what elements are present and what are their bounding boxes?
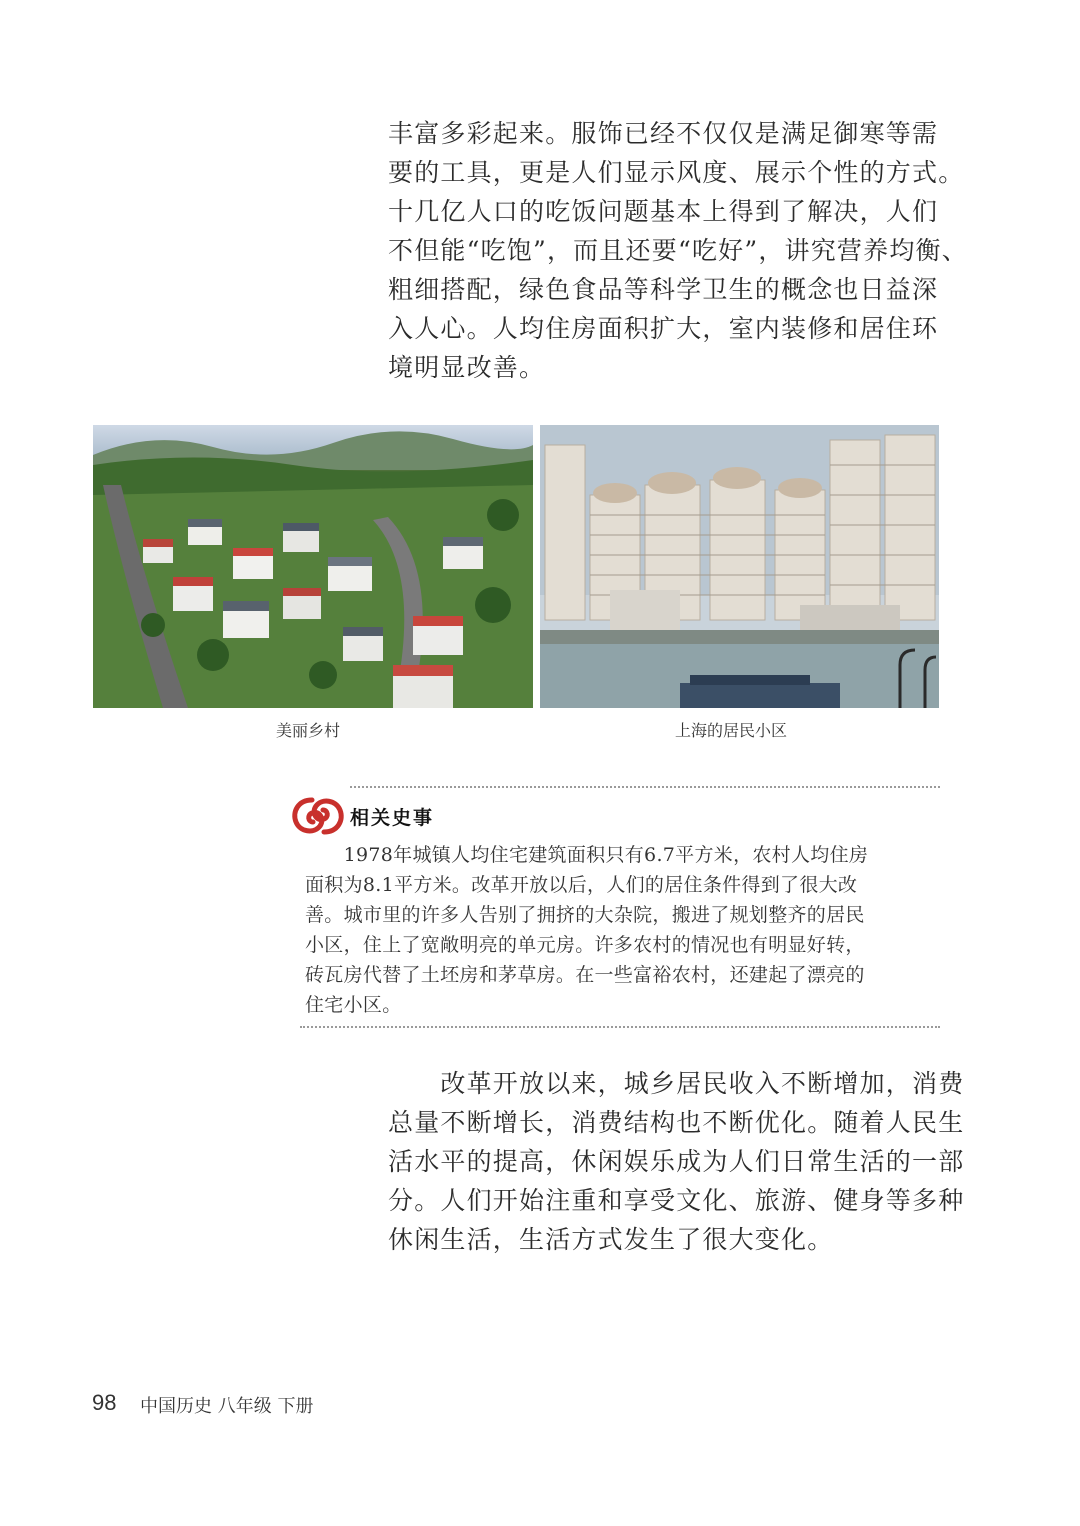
text-line: 住宅小区。 <box>305 994 402 1016</box>
village-photo <box>93 425 533 708</box>
divider-top <box>350 786 940 788</box>
text-line: 活水平的提高，休闲娱乐成为人们日常生活的一部 <box>388 1147 965 1176</box>
page-number: 98 <box>92 1390 117 1415</box>
body-paragraph-bottom <box>388 1064 964 1259</box>
text-line: 境明显改善。 <box>388 353 546 382</box>
text-line: 十几亿人口的吃饭问题基本上得到了解决，人们 <box>388 197 939 226</box>
text-line: 善。城市里的许多人告别了拥挤的大杂院，搬进了规划整齐的居民 <box>305 904 865 926</box>
text-line: 小区，住上了宽敞明亮的单元房。许多农村的情况也有明显好转， <box>305 934 865 956</box>
text-line: 休闲生活，生活方式发生了很大变化。 <box>388 1225 834 1254</box>
text-line: 丰富多彩起来。服饰已经不仅仅是满足御寒等需 <box>388 119 939 148</box>
text-line: 要的工具，更是人们显示风度、展示个性的方式。 <box>388 158 965 187</box>
village-caption: 美丽乡村 <box>276 721 341 740</box>
book-title: 中国历史 八年级 下册 <box>140 1396 314 1417</box>
shanghai-caption: 上海的居民小区 <box>675 721 788 740</box>
text-line: 粗细搭配，绿色食品等科学卫生的概念也日益深 <box>388 275 939 304</box>
swirl-icon <box>290 794 346 838</box>
divider-bottom <box>300 1026 940 1028</box>
text-line: 不但能“吃饱”，而且还要“吃好”，讲究营养均衡、 <box>388 236 968 265</box>
text-line: 面积为8.1平方米。改革开放以后，人们的居住条件得到了很大改 <box>305 874 858 896</box>
text-line: 入人心。人均住房面积扩大，室内装修和居住环 <box>388 314 939 343</box>
text-line: 总量不断增长，消费结构也不断优化。随着人民生 <box>388 1108 965 1137</box>
text-line: 改革开放以来，城乡居民收入不断增加，消费 <box>388 1069 965 1098</box>
related-history-body <box>305 840 868 1020</box>
text-line: 砖瓦房代替了土坯房和茅草房。在一些富裕农村，还建起了漂亮的 <box>305 964 865 986</box>
body-paragraph-top <box>388 114 968 387</box>
text-line: 分。人们开始注重和享受文化、旅游、健身等多种 <box>388 1186 965 1215</box>
related-history-title: 相关史事 <box>350 807 435 829</box>
shanghai-photo <box>540 425 939 708</box>
text-line: 1978年城镇人均住宅建筑面积只有6.7平方米，农村人均住房 <box>305 844 869 866</box>
